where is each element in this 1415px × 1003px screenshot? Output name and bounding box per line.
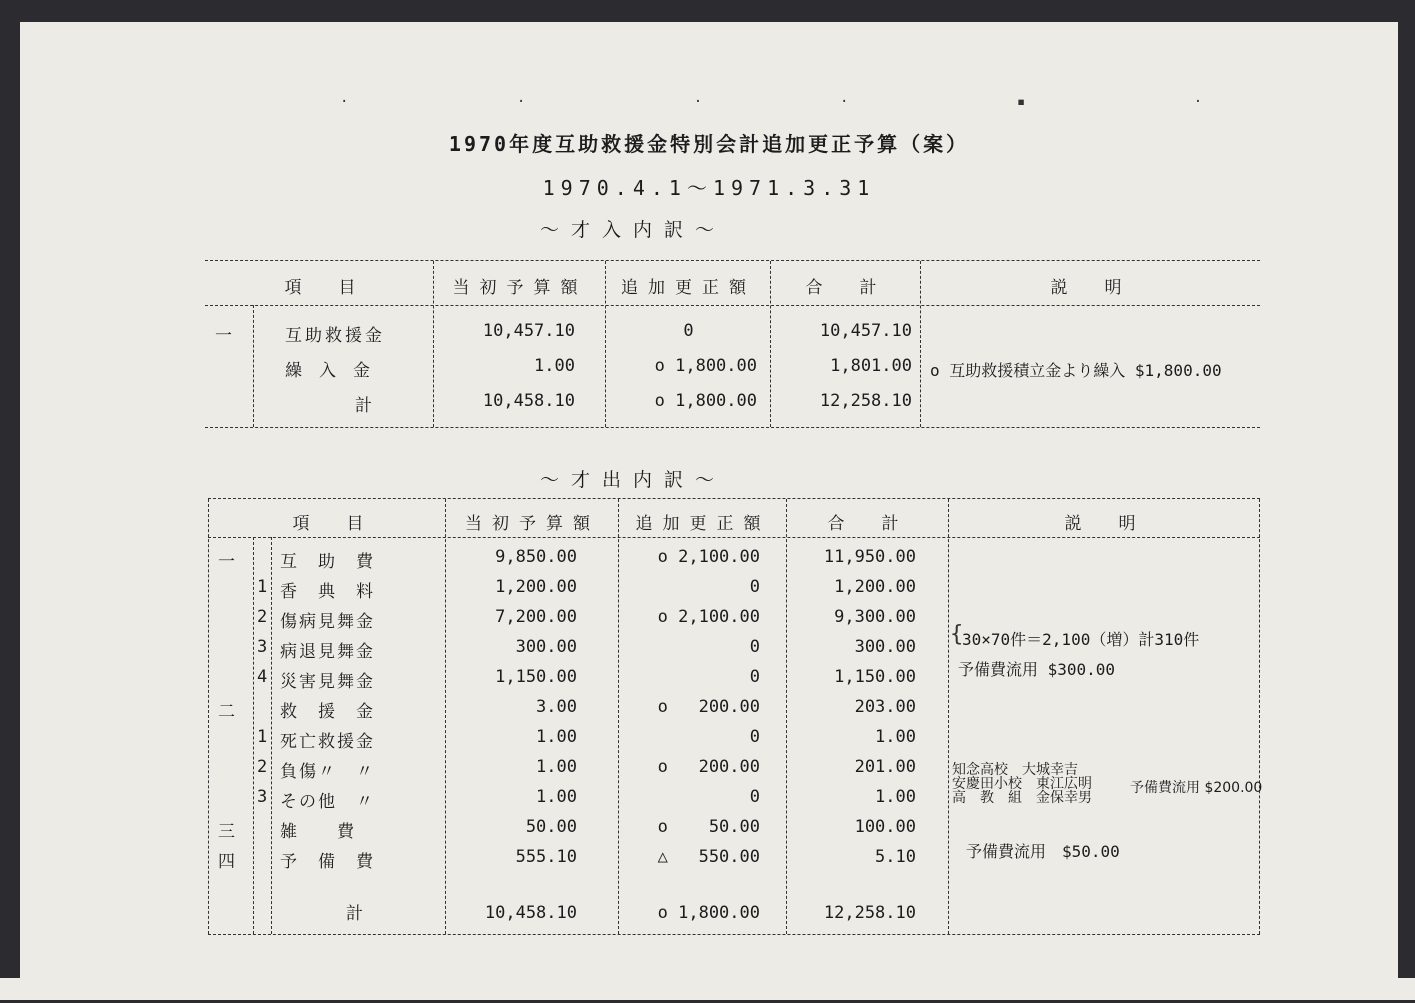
expense-row-no: 一 <box>218 552 235 572</box>
income-header-total: 合 計 <box>805 278 887 298</box>
income-header-item: 項 目 <box>284 278 366 298</box>
expense-row-sub: 2 <box>257 757 268 777</box>
expense-row-item: 傷病見舞金 <box>280 612 375 632</box>
income-row-initial: 10,457.10 <box>482 321 575 341</box>
income-row-initial: 1.00 <box>534 356 575 376</box>
expense-row-initial: 1.00 <box>536 727 577 747</box>
expense-row-no: 三 <box>218 822 235 842</box>
expense-note-3-names <box>952 763 1092 805</box>
expense-row-item: 死亡救援金 <box>280 732 375 752</box>
note-name-3: 高 教 組 金保幸男 <box>952 790 1092 806</box>
income-row-total: 1,801.00 <box>830 356 912 376</box>
expense-row-sub: 2 <box>257 607 268 627</box>
income-row-change: o 1,800.00 <box>654 356 757 376</box>
income-heading: 〜才入内訳〜 <box>540 219 727 241</box>
expense-row-initial: 300.00 <box>515 637 577 657</box>
expense-row-total: 9,300.00 <box>834 607 916 627</box>
expense-row-initial: 7,200.00 <box>495 607 577 627</box>
note-name-1: 知念高校 大城幸吉 <box>952 762 1078 778</box>
income-header-note: 説 明 <box>1050 278 1132 298</box>
expense-row-total: 1.00 <box>875 727 916 747</box>
expense-note-4: 予備費流用 $50.00 <box>966 842 1120 861</box>
expense-row-no: 四 <box>218 852 235 872</box>
income-header-change: 追加更正額 <box>621 278 756 298</box>
expense-row-change: o 200.00 <box>657 757 760 777</box>
expense-row-change: △ 550.00 <box>657 847 760 867</box>
expense-header-change: 追加更正額 <box>635 514 771 534</box>
expense-row-change: 0 <box>749 667 760 687</box>
expense-row-initial: 555.10 <box>515 847 577 867</box>
brace-1: { <box>950 622 964 647</box>
expense-header-initial: 当初予算額 <box>465 514 600 534</box>
expense-row-change: 0 <box>749 727 760 747</box>
expense-row-total: 203.00 <box>854 697 916 717</box>
expense-row-total: 1.00 <box>875 787 916 807</box>
expense-row-sub: 3 <box>257 637 268 657</box>
budget-period: 1970.4.1〜1971.3.31 <box>542 176 876 200</box>
expense-row-initial: 50.00 <box>525 817 577 837</box>
expense-row-item: 災害見舞金 <box>280 672 375 692</box>
expense-row-initial: 3.00 <box>536 697 577 717</box>
income-row-item: 互助救援金 <box>285 326 385 346</box>
income-row-total: 10,457.10 <box>819 321 912 341</box>
income-row-no: 一 <box>215 326 232 346</box>
expense-row-sub: 4 <box>257 667 268 687</box>
expense-table <box>208 498 1263 935</box>
expense-row-item: 負傷〃 〃 <box>280 762 375 782</box>
expense-row-item: 雑 費 <box>280 822 356 842</box>
punch-dots-right: · ▪ · <box>840 94 1283 110</box>
expense-row-sub: 1 <box>257 577 268 597</box>
expense-row-item: その他 〃 <box>280 792 375 812</box>
expense-row-change: o 200.00 <box>657 697 760 717</box>
expense-row-initial: 1.00 <box>536 757 577 777</box>
income-note: o 互助救援積立金より繰入 $1,800.00 <box>930 361 1222 380</box>
punch-dots-left: · · · <box>340 94 783 110</box>
income-table <box>205 260 1260 428</box>
expense-heading: 〜才出内訳〜 <box>540 469 727 491</box>
scan-strip <box>0 978 1415 1000</box>
expense-row-total: 1,150.00 <box>834 667 916 687</box>
expense-row-item: 予 備 費 <box>280 852 375 872</box>
expense-row-total: 11,950.00 <box>823 547 916 567</box>
income-row-item: 繰 入 金 <box>285 361 370 381</box>
expense-row-item: 病退見舞金 <box>280 642 375 662</box>
expense-header-total: 合 計 <box>827 514 909 534</box>
expense-row-initial: 1,150.00 <box>495 667 577 687</box>
expense-row-sub: 1 <box>257 727 268 747</box>
expense-total-change: o 1,800.00 <box>657 903 760 923</box>
expense-row-sub: 3 <box>257 787 268 807</box>
expense-row-no: 二 <box>218 702 235 722</box>
expense-row-item: 香 典 料 <box>280 582 375 602</box>
document-title: 1970年度互助救援金特別会計追加更正予算（案） <box>448 132 970 156</box>
expense-row-item: 救 援 金 <box>280 702 375 722</box>
expense-row-total: 201.00 <box>854 757 916 777</box>
income-header-initial: 当初予算額 <box>452 278 588 298</box>
document-page <box>20 22 1398 978</box>
expense-row-total: 100.00 <box>854 817 916 837</box>
expense-row-initial: 9,850.00 <box>495 547 577 567</box>
expense-total-total: 12,258.10 <box>823 903 916 923</box>
expense-row-change: 0 <box>749 577 760 597</box>
expense-row-change: 0 <box>749 787 760 807</box>
expense-row-change: 0 <box>749 637 760 657</box>
expense-row-total: 5.10 <box>875 847 916 867</box>
expense-header-item: 項 目 <box>292 514 374 534</box>
expense-row-change: o 50.00 <box>657 817 760 837</box>
expense-row-initial: 1,200.00 <box>495 577 577 597</box>
note-name-2: 安慶田小校 東江広明 <box>952 776 1092 792</box>
income-total-initial: 10,458.10 <box>482 391 575 411</box>
expense-note-2: 予備費流用 $300.00 <box>958 660 1116 679</box>
income-row-change: 0 <box>683 321 694 341</box>
expense-total-label: 計 <box>346 904 363 924</box>
expense-note-3: 予備費流用 $200.00 <box>1130 780 1263 796</box>
expense-row-total: 300.00 <box>854 637 916 657</box>
expense-total-initial: 10,458.10 <box>484 903 577 923</box>
expense-row-item: 互 助 費 <box>280 552 375 572</box>
expense-row-initial: 1.00 <box>536 787 577 807</box>
income-total-total: 12,258.10 <box>819 391 912 411</box>
expense-header-note: 説 明 <box>1064 514 1146 534</box>
income-total-change: o 1,800.00 <box>654 391 757 411</box>
expense-row-total: 1,200.00 <box>834 577 916 597</box>
expense-row-change: o 2,100.00 <box>657 607 760 627</box>
income-total-label: 計 <box>355 396 372 416</box>
expense-note-1: 30×70件＝2,100（増）計310件 <box>962 630 1200 649</box>
expense-row-change: o 2,100.00 <box>657 547 760 567</box>
